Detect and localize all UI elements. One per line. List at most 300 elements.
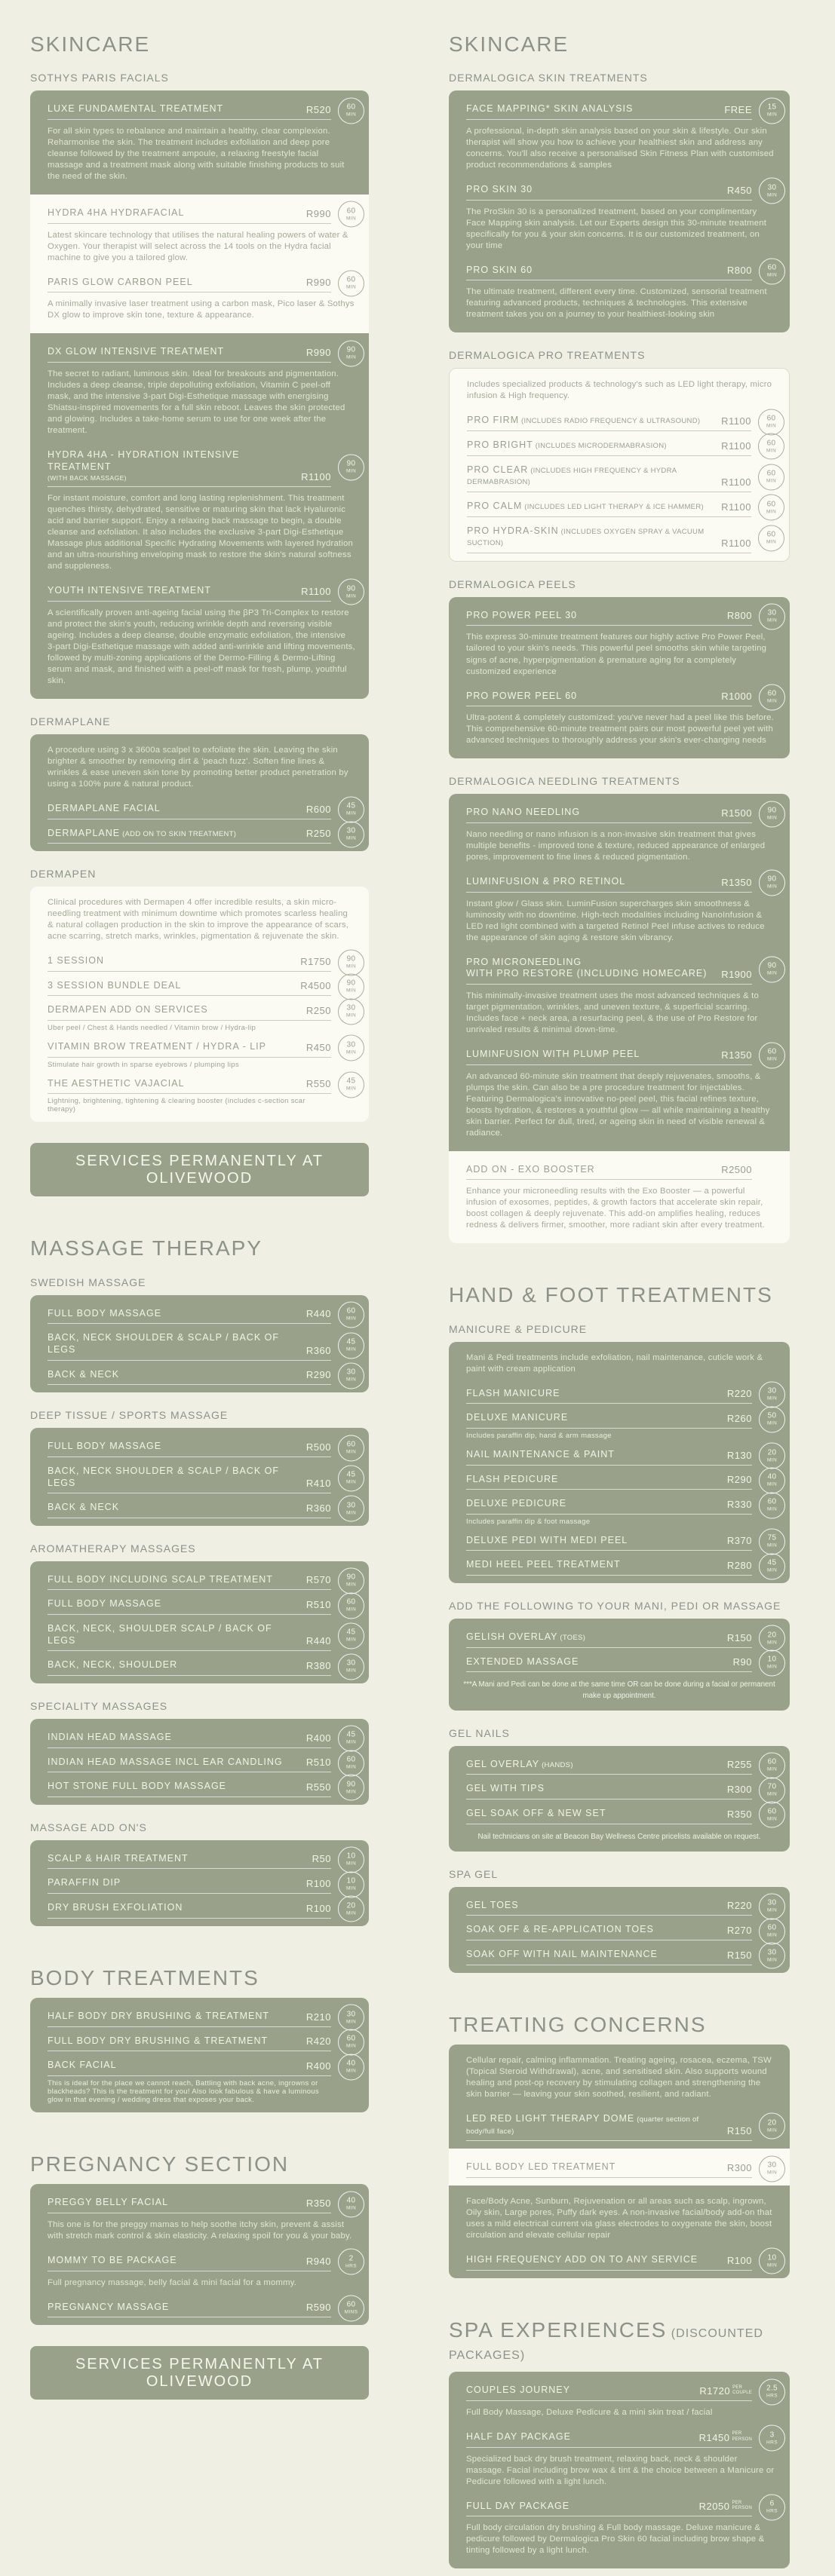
treatment-row (30, 443, 369, 489)
price: R260 (726, 1412, 752, 1424)
price-unit: PER PERSON (732, 2501, 752, 2511)
group-heading: DERMAPLANE (30, 715, 111, 727)
duration-badge (338, 1592, 364, 1619)
duration-unit: MIN (766, 2262, 778, 2268)
price-unit: PER PERSON (732, 2431, 752, 2442)
olivewood-banner: SERVICES PERMANENTLY AT OLIVEWOOD (30, 2346, 369, 2400)
duration-unit: MIN (766, 1664, 778, 1670)
card-segment (449, 2149, 790, 2185)
treatment-description: Enhance your microneedling results with the Exo Booster — a powerful infusion of exosomes, peptides, & growth factors that accelerate skin repair, boost collagen & deeply rejuvenate. This add-on amplifies healing, reduces redness & delivers firmer, smoother, more radiant skin after every treatment. (466, 1187, 765, 1230)
treatment-name: FULL BODY DRY BRUSHING & TREATMENT (48, 2035, 269, 2046)
price: R1100 (721, 415, 751, 427)
duration-badge (759, 1918, 785, 1944)
duration-unit: MIN (345, 810, 357, 816)
group-heading: DERMALOGICA NEEDLING TREATMENTS (449, 775, 680, 788)
duration-value: 90 (346, 979, 356, 988)
price: R800 (726, 610, 752, 622)
duration-value: 6 (769, 2499, 775, 2508)
treatment-description: This express 30-minute treatment features our highly active Pro Power Peel, tailored to your skin's needs. This powerful peel smooths skin while targeting signs of acne, hyperpigmentation & premature aging for a completely customized experience (466, 633, 767, 676)
group-heading: ADD THE FOLLOWING TO YOUR MANI, PEDI OR MASSAGE (449, 1600, 781, 1613)
treatment-row (449, 2155, 790, 2180)
treatment-card (449, 1619, 790, 1711)
section-title (449, 2014, 790, 2035)
treatment-description: This minimally-invasive treatment uses the most advanced techniques & to target pigmentation, wrinkles, and uneven texture, & superficial scarring. Includes face + neck area, a resurfacing peel, & the use of Pro Restore for unrivaled results & minimal down-time. (466, 991, 759, 1034)
treatment-card (30, 1840, 369, 1926)
treatment-name: DERMAPLANE (ADD ON TO SKIN TREATMENT) (48, 827, 237, 838)
duration-badge (758, 495, 784, 521)
duration-badge (759, 1777, 785, 1803)
treatment-name: FLASH MANICURE (466, 1387, 560, 1398)
group-heading: SPA GEL (449, 1867, 499, 1880)
treatment-description: An advanced 60-minute skin treatment that deeply rejuvenates, smooths, & plumps the skin. Can also be a pre procedure treatment for injectables. Featuring Dermalogica's innovative no-peel peel, this facial refines texture, boosts hydration, & restores a youthful glow — all while maintaining a healthy skin barrier. Perfect for dull, tired, or ageing skin in need of visible renewal & radiance. (466, 1071, 770, 1138)
card-footnote: ***A Mani and Pedi can be done at the same time OR can be done during a facial or permanent make up appointment. (463, 1680, 775, 1700)
price: R270 (726, 1925, 752, 1937)
treatment-name-detail: (INCLUDES HIGH FREQUENCY & HYDRA DERMABRASION) (467, 466, 677, 487)
treatment-name-detail: (HANDS) (539, 1760, 573, 1769)
price: R450 (305, 1041, 331, 1053)
duration-value: 75 (767, 1533, 777, 1542)
price: R1100 (301, 585, 331, 597)
duration-value: 90 (346, 459, 356, 468)
price: R290 (305, 1369, 331, 1381)
duration-value: 45 (346, 801, 356, 810)
duration-unit: HRS (345, 2263, 357, 2268)
treatment-description: Latest skincare technology that utilises the natural healing powers of water & Oxygen. Your therapist will select across the 14 tools on the Hydra facial machine to give you a tailored glow. (48, 230, 348, 262)
price: R940 (305, 2255, 331, 2267)
treatment-row (449, 2425, 790, 2450)
treatment-name-detail: (ADD ON TO SKIN TREATMENT) (120, 829, 237, 838)
duration-value: 2 (348, 2254, 354, 2262)
treatment-name: PARIS GLOW CARBON PEEL (48, 276, 193, 287)
duration-unit: MIN (345, 1885, 357, 1891)
duration-badge (338, 974, 364, 1000)
treatment-description: Face/Body Acne, Sunburn, Rejuvenation or all areas such as scalp, ingrown, Oily skin, Large pores, Puffy dark eyes. A non-invasive facial/body add-on that uses a mild electrical current via glass electrodes to oxygenate the skin, boost circulation and elevate cellular repair (466, 2197, 772, 2241)
treatment-description: This one is for the preggy mamas to help soothe itchy skin, prevent & assist with stretch mark control & skin elasticity. A relaxing spoil for you & your baby. (48, 2219, 352, 2241)
duration-value: 30 (346, 1040, 356, 1049)
duration-badge (338, 1847, 364, 1873)
treatment-row (30, 949, 369, 974)
duration-value: 40 (346, 2059, 356, 2068)
treatment-card (30, 1428, 369, 1526)
treatment-name: DRY BRUSH EXFOLIATION (48, 1902, 183, 1913)
treatment-name: DELUXE PEDI WITH MEDI PEEL (466, 1534, 628, 1545)
duration-value: 60 (766, 469, 776, 478)
duration-value: 30 (346, 826, 356, 835)
treatment-name: FACE MAPPING* SKIN ANALYSIS (466, 103, 634, 115)
treatment-row (449, 1777, 790, 1802)
card-segment (449, 1151, 790, 1244)
duration-badge (759, 956, 785, 982)
card-segment (449, 794, 790, 1150)
price-unit: PER COUPLE (732, 2385, 752, 2395)
duration-value: 30 (346, 1003, 356, 1012)
duration-badge (338, 821, 364, 847)
duration-badge (759, 1943, 785, 1969)
section-title-text: SPA EXPERIENCES (449, 2317, 668, 2342)
treatment-row (449, 1894, 790, 1919)
section-title-text: SKINCARE (30, 32, 151, 56)
treatment-row (449, 1492, 790, 1529)
treatment-description: Full body circulation dry brushing & Full body massage. Deluxe manicure & pedicure followed by Dermalogica Pro Skin 60 facial including brow shape & tinting followed by a light lunch. (466, 2523, 765, 2556)
price: R130 (726, 1449, 752, 1461)
treatment-row (30, 1726, 369, 1751)
card-segment (449, 597, 790, 758)
treatment-name: PREGNANCY MASSAGE (48, 2301, 170, 2312)
price: R1350 (721, 876, 752, 888)
duration-unit: MIN (345, 1510, 357, 1516)
treatment-row (30, 2054, 369, 2107)
card-segment (30, 90, 369, 195)
duration-value: 60 (767, 1923, 777, 1932)
duration-badge (759, 1443, 785, 1469)
treatment-name: PRO SKIN 30 (466, 184, 533, 195)
treatment-row (449, 685, 790, 709)
section-title-suffix: (DISCOUNTED PACKAGES) (449, 2326, 763, 2363)
duration-value: 60 (346, 2034, 356, 2043)
treatment-subtitle: (WITH BACK MASSAGE) (48, 474, 127, 482)
price: FREE (724, 104, 752, 116)
treatment-note: Uber peel / Chest & Hands needled / Vitamin brow / Hydra-lip (48, 1024, 256, 1033)
price: R350 (305, 2197, 331, 2209)
duration-unit: MIN (766, 478, 777, 484)
section-title-text: SKINCARE (449, 32, 569, 56)
treatment-row (449, 1406, 790, 1443)
duration-value: 10 (767, 2253, 777, 2262)
treatment-name: PRO MICRONEEDLING WITH PRO RESTORE (INCLUDING HOMECARE) (466, 956, 708, 979)
price: R100 (305, 1902, 331, 1914)
duration-unit: MIN (345, 1316, 357, 1322)
treatment-row (449, 1650, 790, 1675)
duration-badge (759, 1382, 785, 1408)
duration-value: 40 (767, 1472, 777, 1481)
duration-unit: MIN (345, 2043, 357, 2049)
treatment-name: HYDRA 4HA HYDRAFACIAL (48, 207, 185, 219)
treatment-row (30, 974, 369, 999)
duration-badge (759, 1625, 785, 1652)
duration-value: 2.5 (766, 2384, 778, 2393)
card-segment (449, 2045, 790, 2149)
duration-badge (338, 1623, 364, 1649)
duration-badge (338, 1302, 364, 1328)
treatment-name: GEL SOAK OFF & NEW SET (466, 1807, 606, 1818)
card-segment (450, 369, 789, 560)
duration-unit: MIN (766, 970, 778, 976)
treatment-name: SOAK OFF WITH NAIL MAINTENANCE (466, 1949, 658, 1960)
treatment-name: HIGH FREQUENCY ADD ON TO ANY SERVICE (466, 2254, 698, 2265)
price: R4500 (300, 980, 331, 992)
treatment-name: BACK, NECK SHOULDER & SCALP / BACK OF LEGS (48, 1332, 279, 1355)
price: R1750 (300, 955, 331, 967)
treatment-name: DERMAPEN ADD ON SERVICES (48, 1004, 208, 1015)
duration-badge (338, 579, 364, 605)
group-heading: DERMALOGICA SKIN TREATMENTS (449, 72, 648, 84)
treatment-name: PRO SKIN 60 (466, 264, 533, 275)
duration-unit: MIN (766, 1640, 778, 1646)
duration-value: 15 (767, 103, 777, 112)
duration-unit: MIN (345, 1582, 357, 1588)
treatment-name: BACK, NECK SHOULDER & SCALP / BACK OF LEGS (48, 1465, 279, 1488)
duration-unit: MIN (766, 448, 777, 454)
section-title (30, 1237, 369, 1259)
treatment-name: EXTENDED MASSAGE (466, 1656, 579, 1667)
price: R1100 (301, 471, 331, 483)
price: R255 (726, 1759, 752, 1771)
treatment-row (30, 340, 369, 365)
treatment-row (30, 201, 369, 226)
treatment-name: FULL BODY INCLUDING SCALP TREATMENT (48, 1573, 273, 1585)
treatment-row (30, 1617, 369, 1653)
price: R150 (726, 1631, 752, 1643)
treatment-name: FULL BODY MASSAGE (48, 1441, 162, 1452)
duration-badge (338, 2029, 364, 2055)
treatment-row (30, 97, 369, 122)
duration-badge (338, 998, 364, 1025)
treatment-description: Ultra-potent & completely customized: you've never had a peel like this before. This comprehensive 60-minute treatment pairs our most powerful peel yet with advanced techniques to thoroughly address your skin's ever-changing needs (466, 713, 774, 746)
treatment-name-line2: WITH PRO RESTORE (INCLUDING HOMECARE) (466, 968, 708, 979)
treatment-description: A professional, in-depth skin analysis based on your skin & lifestyle. Our skin therapist will show you how to achieve your healthiest skin and address any concerns. You'll also receive a personalised Skin Fitness Plan with customised product recommendations & samples (466, 127, 774, 170)
duration-badge (759, 97, 785, 124)
duration-unit: MIN (345, 284, 357, 290)
group-heading: GEL NAILS (449, 1726, 510, 1739)
duration-unit: MIN (766, 1420, 778, 1426)
duration-value: 60 (346, 1755, 356, 1764)
duration-value: 30 (767, 1948, 777, 1957)
treatment-name: INDIAN HEAD MASSAGE INCL EAR CANDLING (48, 1756, 283, 1767)
treatment-note: This is ideal for the place we cannot reach, Battling with back acne, ingrowns or blackheads? This is the treatment for you! Also look fabulous & have a luminous glow in that evening / wedding dress that exposes your back. (48, 2078, 319, 2104)
duration-unit: MIN (345, 354, 357, 360)
duration-value: 45 (767, 1558, 777, 1567)
duration-badge (338, 1896, 364, 1922)
duration-unit: MIN (766, 815, 778, 821)
duration-unit: MIN (345, 988, 357, 994)
treatment-note: Includes paraffin dip, hand & arm massage (466, 1431, 612, 1440)
duration-value: 60 (767, 1497, 777, 1506)
duration-unit: MIN (766, 1481, 778, 1487)
price: R100 (305, 1878, 331, 1889)
duration-unit: MIN (766, 192, 778, 198)
duration-badge (759, 178, 785, 204)
duration-badge (338, 1568, 364, 1594)
price: R330 (726, 1498, 752, 1510)
duration-badge (759, 684, 785, 710)
duration-value: 45 (346, 1470, 356, 1479)
card-segment (449, 1342, 790, 1583)
treatment-name: DELUXE PEDICURE (466, 1498, 567, 1509)
treatment-description: Cellular repair, calming inflammation. Treating ageing, rosacea, eczema, TSW (Topical Steroid Withdrawal), acne, and sensitised skin. Also supports wound healing and post-op recovery by stimulating collagen and strengthening the skin barrier — leaving your skin soothed, resilient, and radiant. (466, 2056, 772, 2100)
treatment-description: Specialized back dry brush treatment, relaxing back, neck & shoulder massage. Facial including brow wax & tint & the choice between a Manicure or Pedicure followed with a light lunch. (466, 2454, 775, 2486)
treatment-row (449, 259, 790, 283)
duration-badge (759, 1529, 785, 1555)
duration-badge (759, 2155, 785, 2182)
treatment-row (30, 271, 369, 296)
section-title (30, 1967, 369, 1989)
treatment-name: HALF BODY DRY BRUSHING & TREATMENT (48, 2011, 270, 2022)
treatment-name: FLASH PEDICURE (466, 1473, 559, 1484)
duration-value: 3 (769, 2431, 775, 2440)
treatment-row (30, 1751, 369, 1775)
duration-unit: MIN (345, 1739, 357, 1745)
duration-unit: MIN (345, 468, 357, 474)
duration-unit: MIN (766, 2127, 778, 2133)
duration-badge (338, 1496, 364, 1522)
price: R50 (312, 1853, 331, 1865)
treatment-name: NAIL MAINTENANCE & PAINT (466, 1448, 615, 1460)
treatment-name: BACK & NECK (48, 1502, 120, 1513)
treatment-name: SCALP & HAIR TREATMENT (48, 1852, 189, 1864)
duration-unit: HRS (766, 2440, 778, 2446)
duration-badge (338, 949, 364, 976)
treatment-row (30, 2296, 369, 2320)
price: R90 (732, 1656, 752, 1668)
duration-value: 45 (346, 1077, 356, 1086)
duration-unit: MIN (345, 1012, 357, 1018)
card-segment (30, 887, 369, 1122)
treatment-name: VITAMIN BROW TREATMENT / HYDRA - LIP (48, 1041, 266, 1052)
price: R1720 PER COUPLE (699, 2385, 752, 2397)
treatment-row (449, 1802, 790, 1827)
treatment-description: The secret to radiant, luminous skin. Ideal for breakouts and pigmentation. Includes a deep cleanse, triple depolluting exfoliation, Vitamin C peel-off mask, and the intensive 3-part Digi-Esthetique massage with energising Shiatsu-inspired movements for a full skin reboot. Leaves the skin protected and glowing. Includes a take-home serum to use for one week after the treatment. (48, 369, 345, 436)
price: R350 (726, 1808, 752, 1820)
treatment-card (449, 368, 790, 561)
treatment-card (449, 794, 790, 1243)
duration-unit: MIN (345, 1346, 357, 1352)
section-title (449, 1284, 790, 1306)
price: R150 (726, 1949, 752, 1961)
duration-value: 20 (767, 1631, 777, 1640)
duration-value: 90 (346, 584, 356, 593)
card-segment (449, 90, 790, 332)
price: R150 (726, 2125, 752, 2137)
duration-unit: MIN (766, 1766, 778, 1772)
duration-value: 60 (346, 1440, 356, 1449)
duration-unit: MIN (766, 509, 777, 515)
duration-badge (338, 1466, 364, 1492)
treatment-row (449, 2495, 790, 2519)
card-segment (30, 1428, 369, 1526)
card-segment (30, 2184, 369, 2325)
price: R990 (305, 347, 331, 359)
treatment-name: GELISH OVERLAY (TOES) (466, 1631, 586, 1643)
treatment-description: A procedure using 3 x 3600a scalpel to exfoliate the skin. Leaving the skin brighter & smoother by removing dirt & 'peach fuzz'. Soften fine lines & wrinkles & ease uneven skin tone by promoting better product penetration by using a 100% pure & natural product. (48, 745, 348, 789)
duration-value: 30 (346, 2010, 356, 2019)
duration-value: 60 (346, 2300, 356, 2309)
price: R990 (305, 277, 331, 289)
treatment-name: PRO BRIGHT (INCLUDES MICRODERMABRASION) (467, 440, 667, 451)
treatment-row (449, 1443, 790, 1468)
treatment-row (449, 604, 790, 629)
duration-value: 40 (346, 2196, 356, 2205)
group-heading: DERMALOGICA PRO TREATMENTS (449, 349, 646, 362)
group-heading: SOTHYS PARIS FACIALS (30, 72, 169, 84)
duration-unit: HRS (766, 2508, 778, 2514)
treatment-name: PREGGY BELLY FACIAL (48, 2197, 169, 2208)
treatment-description: The ProSkin 30 is a personalized treatment, based on your complimentary Face Mapping skin analysis. Let our Experts design this 30-minute treatment specifically for you & your skin concerns. It is our customized treatment, on your time (466, 207, 767, 250)
duration-badge (338, 797, 364, 823)
duration-value: 30 (346, 1659, 356, 1668)
treatment-name: INDIAN HEAD MASSAGE (48, 1731, 172, 1742)
duration-unit: MIN (766, 1457, 778, 1463)
treatment-name: PRO POWER PEEL 60 (466, 690, 578, 701)
card-footnote: Nail technicians on site at Beacon Bay Wellness Centre pricelists available on request. (477, 1832, 761, 1841)
duration-unit: MIN (345, 1449, 357, 1455)
price: R440 (305, 1308, 331, 1320)
duration-unit: MIN (345, 2205, 357, 2211)
duration-unit: MIN (766, 884, 778, 890)
duration-unit: MIN (766, 1957, 778, 1963)
treatment-name: MOMMY TO BE PACKAGE (48, 2254, 177, 2265)
treatment-name: SOAK OFF & RE-APPLICATION TOES (466, 1924, 654, 1935)
duration-unit: MIN (766, 1056, 778, 1062)
treatment-row (450, 495, 789, 519)
duration-value: 60 (767, 1807, 777, 1816)
card-segment (449, 1746, 790, 1852)
treatment-row (30, 579, 369, 604)
price: R1450 PER PERSON (698, 2431, 752, 2443)
duration-unit: MIN (345, 1861, 357, 1867)
duration-value: 45 (346, 1337, 356, 1346)
price: R220 (726, 1900, 752, 1912)
treatment-row (30, 1871, 369, 1896)
duration-value: 45 (346, 1628, 356, 1637)
duration-value: 30 (346, 1501, 356, 1510)
duration-badge (759, 870, 785, 896)
card-segment (30, 734, 369, 851)
treatment-row (449, 178, 790, 203)
duration-value: 30 (346, 1368, 356, 1377)
treatment-name: DX GLOW INTENSIVE TREATMENT (48, 346, 225, 357)
duration-value: 90 (346, 954, 356, 963)
card-segment (30, 195, 369, 333)
duration-value: 30 (767, 183, 777, 192)
treatment-card (449, 90, 790, 332)
duration-value: 60 (346, 103, 356, 112)
treatment-card (449, 2372, 790, 2568)
price: R1100 (721, 476, 751, 488)
treatment-name: BACK, NECK, SHOULDER (48, 1659, 178, 1671)
price: R450 (726, 184, 752, 196)
duration-badge (758, 525, 784, 551)
treatment-row (449, 951, 790, 987)
treatment-row (449, 1468, 790, 1493)
duration-unit: MIN (766, 2170, 778, 2176)
treatment-row (30, 1896, 369, 1921)
price: R990 (305, 207, 331, 219)
olivewood-banner: SERVICES PERMANENTLY AT OLIVEWOOD (30, 1143, 369, 1196)
group-heading: DERMALOGICA PEELS (449, 577, 576, 590)
duration-value: 30 (767, 1386, 777, 1395)
treatment-description: Clinical procedures with Dermapen 4 offer incredible results, a skin micro- needling treatment with minimum downtime which promotes scarless healing & natural collagen production in the skin to improve the appearance of scars, acne scarring, stretch marks, wrinkles, pigmentation & rejuvenate the skin. (48, 898, 349, 942)
treatment-row (449, 1158, 790, 1183)
treatment-name: FULL BODY LED TREATMENT (466, 2161, 616, 2173)
duration-value: 10 (767, 1655, 777, 1664)
treatment-name: GEL WITH TIPS (466, 1783, 545, 1794)
duration-value: 45 (346, 1730, 356, 1739)
treatment-row (30, 1653, 369, 1678)
treatment-name: LUXE FUNDAMENTAL TREATMENT (48, 103, 224, 115)
treatment-row (30, 1775, 369, 1800)
treatment-name: HYDRA 4HA - HYDRATION INTENSIVE TREATMENT (WITH BACK MASSAGE) (48, 449, 293, 482)
treatment-row (30, 1847, 369, 1872)
card-segment (449, 2185, 790, 2278)
treatment-note: Lightning, brightening, tightening & clearing booster (includes c-section scar therapy) (48, 1097, 305, 1114)
treatment-description: Nano needling or nano infusion is a non-invasive skin treatment that gives multiple benefits - improved tone & texture, reduced appearance of enlarged pores, improvement to fine lines & reduced pigmentation. (466, 829, 766, 862)
duration-unit: MIN (766, 1907, 778, 1913)
group-heading: SWEDISH MASSAGE (30, 1276, 146, 1288)
price: R1500 (721, 807, 752, 819)
treatment-row (30, 1460, 369, 1496)
duration-badge (338, 97, 364, 124)
treatment-name: GEL OVERLAY (HANDS) (466, 1758, 573, 1769)
